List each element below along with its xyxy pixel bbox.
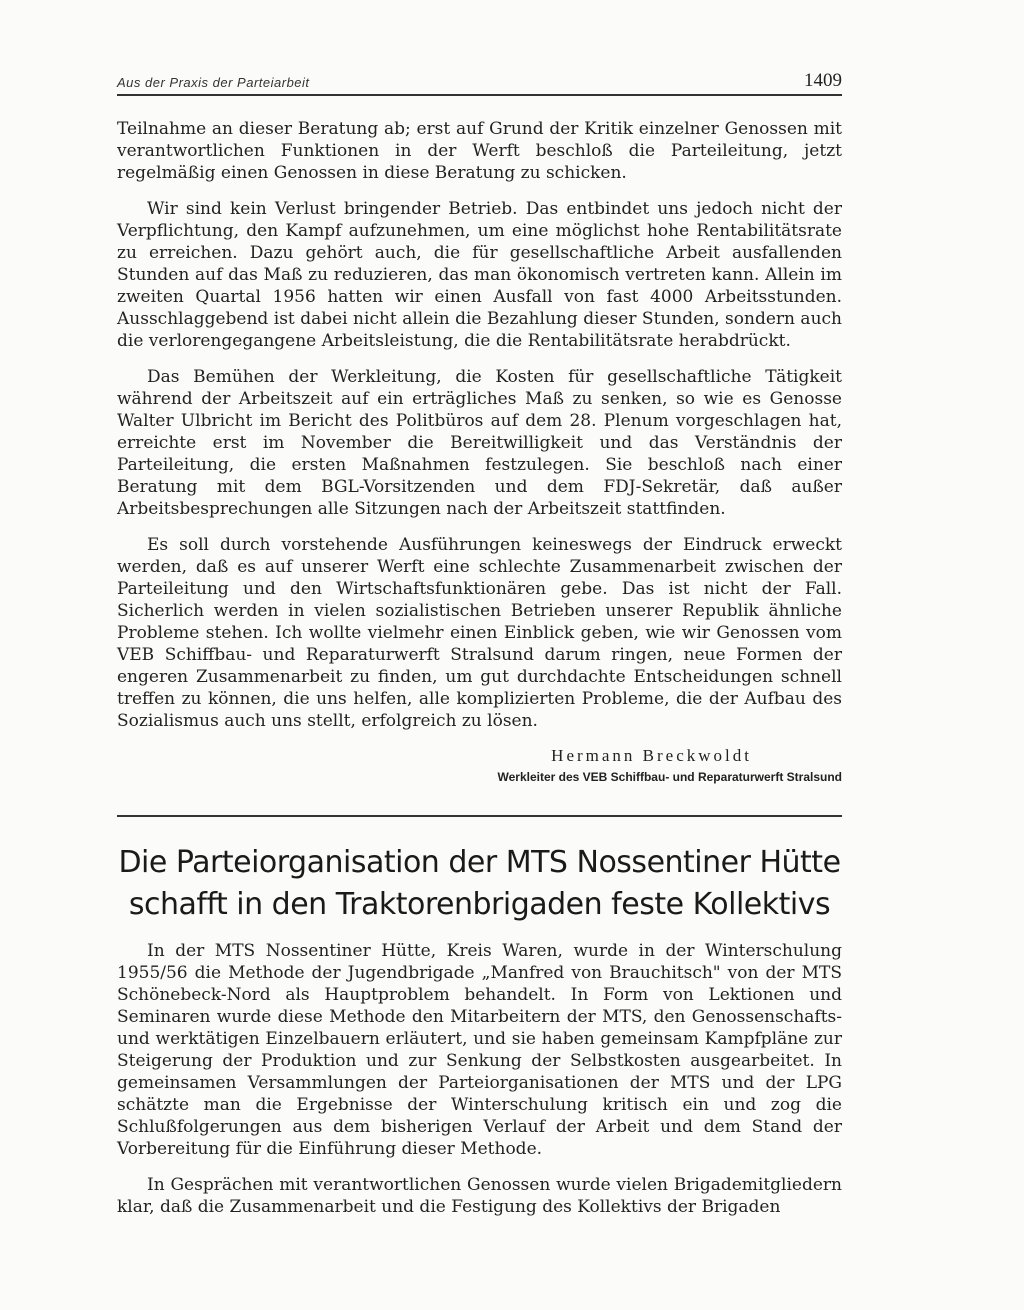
title-line-2: schafft in den Traktorenbrigaden feste Kollektivs — [128, 887, 831, 922]
section-title: Aus der Praxis der Parteiarbeit — [117, 75, 310, 90]
running-header — [117, 66, 842, 96]
paragraph: In Gesprächen mit verantwortlichen Genossen wurde vielen Brigademitgliedern klar, daß die Zusammenarbeit und die Festigung des Kollektivs der Brigaden — [117, 1175, 842, 1217]
paragraph: Wir sind kein Verlust bringender Betrieb. Das entbindet uns jedoch nicht der Verpflichtung, den Kampf aufzunehmen, um eine möglichst hohe Rentabilitätsrate zu erreichen. Dazu gehört auch, die für gesellschaftliche Arbeit ausfallenden Stunden auf das Maß zu reduzieren, das man ökonomisch vertreten kann. Allein im zweiten Quartal 1956 hatten wir einen Ausfall von fast 4000 Arbeitsstunden. Ausschlaggebend ist dabei nicht allein die Bezahlung dieser Stunden, sondern auch die verlorengegangene Arbeitsleistung, die die Rentabilitätsrate herabdrückt. — [117, 199, 842, 351]
title-line-1: Die Parteiorganisation der MTS Nossentiner Hütte — [118, 845, 841, 880]
article-title — [117, 842, 842, 926]
author-name: Hermann Breckwoldt — [551, 746, 752, 765]
article-continuation — [117, 118, 842, 784]
paragraph: Es soll durch vorstehende Ausführungen keineswegs der Eindruck erweckt werden, daß es auf unserer Werft eine schlechte Zusammenarbeit zwischen der Parteileitung und den Wirtschaftsfunktionären gebe. Das ist nicht der Fall. Sicherlich werden in vielen sozialistischen Betrieben unserer Republik ähnliche Probleme stehen. Ich wollte vielmehr einen Einblick geben, wie wir Genossen vom VEB Schiffbau- und Reparaturwerft Stralsund darum ringen, neue Formen der engeren Zusammenarbeit zu finden, um gut durchdachte Entscheidungen schnell treffen zu können, die uns helfen, alle komplizierten Probleme, die der Aufbau des Sozialismus auch uns stellt, erfolgreich zu lösen. — [117, 535, 842, 731]
article-body — [117, 940, 842, 1232]
paragraph: Das Bemühen der Werkleitung, die Kosten für gesellschaftliche Tätigkeit während der Arbeitszeit auf ein erträgliches Maß zu senken, so wie es Genosse Walter Ulbricht im Bericht des Politbüros auf dem 28. Plenum vorgeschlagen hat, erreichte erst im November die Bereitwilligkeit und das Verständnis der Parteileitung, die ersten Maßnahmen festzulegen. Sie beschloß nach einer Beratung mit dem BGL-Vorsitzenden und dem FDJ-Sekretär, daß außer Arbeitsbesprechungen alle Sitzungen nach der Arbeitszeit stattfinden. — [117, 367, 842, 519]
signature-block — [117, 746, 842, 784]
section-divider — [117, 815, 842, 817]
paragraph: In der MTS Nossentiner Hütte, Kreis Waren, wurde in der Winterschulung 1955/56 die Methode der Jugendbrigade „Manfred von Brauchitsch" von der MTS Schönebeck-Nord als Hauptproblem behandelt. In Form von Lektionen und Seminaren wurde diese Methode den Mitarbeitern der MTS, den Genossenschafts- und werktätigen Einzelbauern erläutert, und sie haben gemeinsam Kampfpläne zur Steigerung der Produktion und zur Senkung der Selbstkosten ausgearbeitet. In gemeinsamen Versammlungen der Parteiorganisationen der MTS und der LPG schätzte man die Ergebnisse der Winterschulung kritisch ein und zog die Schlußfolgerungen aus dem bisherigen Verlauf der Arbeit und dem Stand der Vorbereitung für die Einführung dieser Methode. — [117, 941, 842, 1159]
page-number: 1409 — [804, 70, 842, 91]
paragraph: Teilnahme an dieser Beratung ab; erst auf Grund der Kritik einzelner Genossen mit verantwortlichen Funktionen in der Werft beschloß die Parteileitung, jetzt regelmäßig einen Genossen in diese Beratung zu schicken. — [117, 119, 842, 183]
author-role: Werkleiter des VEB Schiffbau- und Reparaturwerft Stralsund — [497, 770, 842, 784]
